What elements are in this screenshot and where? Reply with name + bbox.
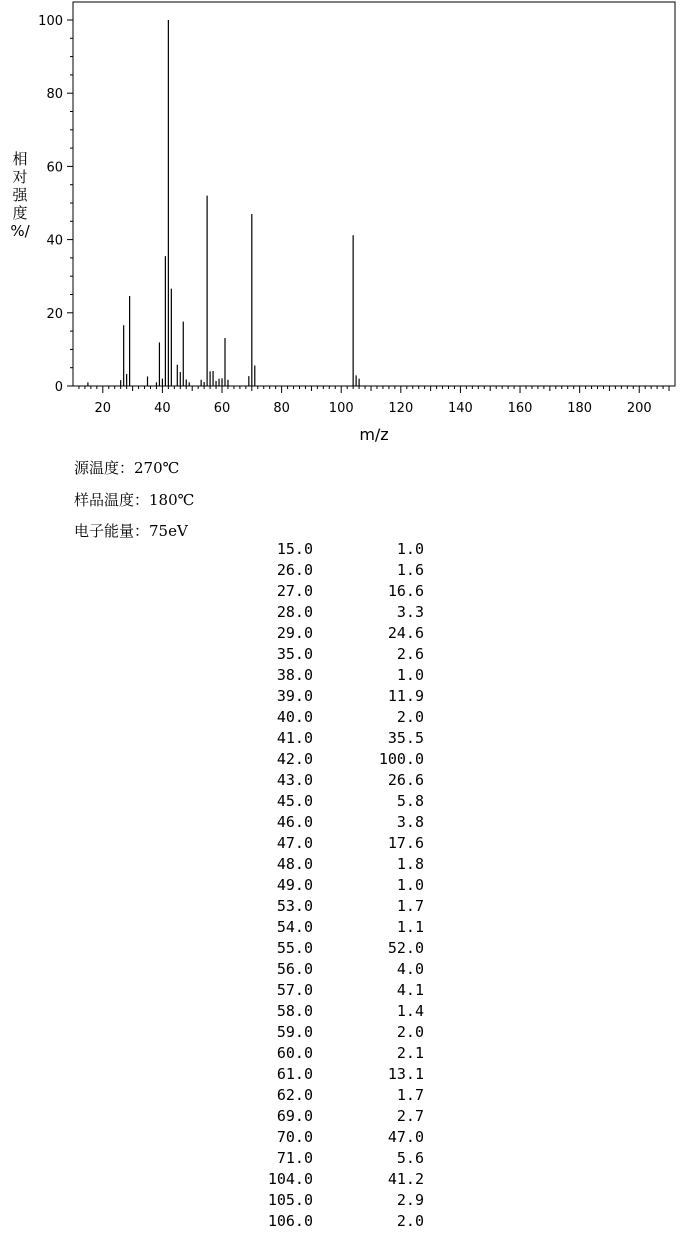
sample-temperature: 样品温度：180℃ [74, 491, 195, 509]
peak-table [0, 540, 680, 1233]
abundance-value: 26.6 [387, 771, 424, 789]
y-axis-label-char: %/ [10, 222, 30, 240]
mz-value: 35.0 [276, 645, 313, 663]
abundance-value: 11.9 [387, 687, 424, 705]
abundance-value: 1.0 [396, 876, 424, 894]
table-row [0, 1212, 680, 1233]
table-row [0, 561, 680, 582]
mz-value: 55.0 [276, 939, 313, 957]
y-axis-label-char: 对 [12, 168, 28, 186]
x-tick-label: 20 [94, 401, 112, 416]
table-row [0, 918, 680, 939]
abundance-value: 2.7 [396, 1107, 424, 1125]
table-row [0, 876, 680, 897]
table-row [0, 729, 680, 750]
mz-value: 62.0 [276, 1086, 313, 1104]
table-row [0, 666, 680, 687]
mz-value: 42.0 [276, 750, 313, 768]
abundance-value: 1.0 [396, 540, 424, 558]
abundance-value: 1.1 [396, 918, 424, 936]
abundance-value: 1.6 [396, 561, 424, 579]
abundance-value: 35.5 [387, 729, 424, 747]
table-row [0, 750, 680, 771]
table-row [0, 1170, 680, 1191]
x-tick-label: 120 [388, 401, 414, 416]
mz-value: 60.0 [276, 1044, 313, 1062]
table-row [0, 939, 680, 960]
table-row [0, 1128, 680, 1149]
mz-value: 27.0 [276, 582, 313, 600]
abundance-value: 17.6 [387, 834, 424, 852]
table-row [0, 1086, 680, 1107]
abundance-value: 4.1 [396, 981, 424, 999]
y-tick-label: 40 [46, 233, 63, 249]
abundance-value: 100.0 [378, 750, 424, 768]
mz-value: 56.0 [276, 960, 313, 978]
mass-spectrum-chart [0, 0, 680, 450]
table-row [0, 1044, 680, 1065]
y-axis-label [10, 150, 30, 240]
mz-value: 39.0 [276, 687, 313, 705]
mz-value: 38.0 [276, 666, 313, 684]
x-tick-label: 140 [448, 401, 473, 416]
table-row [0, 981, 680, 1002]
mz-value: 69.0 [276, 1107, 313, 1125]
table-row [0, 1191, 680, 1212]
x-tick-label: 180 [567, 401, 593, 416]
x-tick-label: 60 [213, 401, 231, 416]
y-tick-label: 80 [46, 87, 63, 103]
y-tick-label: 20 [46, 306, 63, 322]
mz-value: 61.0 [276, 1065, 313, 1083]
table-row [0, 813, 680, 834]
mz-value: 59.0 [276, 1023, 313, 1041]
table-row [0, 855, 680, 876]
x-axis-label: m/z [359, 425, 389, 444]
table-row [0, 834, 680, 855]
mz-value: 105.0 [267, 1191, 313, 1209]
table-row [0, 708, 680, 729]
mz-value: 47.0 [276, 834, 313, 852]
abundance-value: 5.6 [396, 1149, 424, 1167]
table-row [0, 582, 680, 603]
mz-value: 54.0 [276, 918, 313, 936]
x-tick-label: 80 [273, 401, 290, 416]
mz-value: 53.0 [276, 897, 313, 915]
mz-value: 70.0 [276, 1128, 313, 1146]
y-tick-label: 100 [38, 14, 63, 29]
y-axis [38, 14, 73, 395]
x-tick-label: 40 [154, 401, 171, 416]
mz-value: 57.0 [276, 981, 313, 999]
mz-value: 71.0 [276, 1149, 313, 1167]
peak-series [88, 20, 359, 386]
mz-value: 48.0 [276, 855, 313, 873]
abundance-value: 24.6 [387, 624, 424, 642]
abundance-value: 2.0 [396, 708, 424, 726]
abundance-value: 1.4 [396, 1002, 424, 1020]
mz-value: 40.0 [276, 708, 313, 726]
abundance-value: 2.1 [396, 1044, 424, 1062]
table-row [0, 1002, 680, 1023]
mz-value: 29.0 [276, 624, 313, 642]
mz-value: 106.0 [267, 1212, 313, 1230]
mz-value: 46.0 [276, 813, 313, 831]
table-row [0, 960, 680, 981]
abundance-value: 52.0 [387, 939, 424, 957]
table-row [0, 687, 680, 708]
abundance-value: 3.3 [396, 603, 424, 621]
abundance-value: 1.8 [396, 855, 424, 873]
x-tick-label: 160 [507, 401, 533, 416]
abundance-value: 1.7 [396, 897, 424, 915]
table-row [0, 1107, 680, 1128]
table-row [0, 1023, 680, 1044]
abundance-value: 4.0 [396, 960, 424, 978]
mz-value: 45.0 [276, 792, 313, 810]
table-row [0, 645, 680, 666]
mz-value: 58.0 [276, 1002, 313, 1020]
table-row [0, 603, 680, 624]
mz-value: 104.0 [267, 1170, 313, 1188]
x-tick-label: 100 [328, 401, 354, 416]
table-row [0, 792, 680, 813]
electron-energy: 电子能量：75eV [74, 522, 188, 540]
table-row [0, 624, 680, 645]
abundance-value: 2.9 [396, 1191, 424, 1209]
abundance-value: 16.6 [387, 582, 424, 600]
abundance-value: 47.0 [387, 1128, 424, 1146]
table-row [0, 1149, 680, 1170]
mz-value: 15.0 [276, 540, 313, 558]
table-row [0, 897, 680, 918]
table-row [0, 1065, 680, 1086]
abundance-value: 2.0 [396, 1212, 424, 1230]
mz-value: 41.0 [276, 729, 313, 747]
y-tick-label: 60 [46, 160, 63, 176]
mz-value: 43.0 [276, 771, 313, 789]
x-axis [79, 386, 669, 416]
abundance-value: 5.8 [396, 792, 424, 810]
y-axis-label-char: 度 [12, 204, 28, 222]
y-axis-label-char: 相 [12, 150, 28, 168]
y-tick-label: 0 [54, 380, 63, 395]
abundance-value: 41.2 [387, 1170, 424, 1188]
abundance-value: 1.0 [396, 666, 424, 684]
table-row [0, 771, 680, 792]
x-tick-label: 200 [626, 401, 652, 416]
table-row [0, 540, 680, 561]
abundance-value: 13.1 [387, 1065, 424, 1083]
abundance-value: 2.0 [396, 1023, 424, 1041]
abundance-value: 1.7 [396, 1086, 424, 1104]
mz-value: 26.0 [276, 561, 313, 579]
plot-frame [73, 2, 675, 386]
mz-value: 28.0 [276, 603, 313, 621]
abundance-value: 3.8 [396, 813, 424, 831]
abundance-value: 2.6 [396, 645, 424, 663]
mz-value: 49.0 [276, 876, 313, 894]
y-axis-label-char: 强 [12, 186, 28, 204]
source-temperature: 源温度：270℃ [74, 459, 180, 477]
